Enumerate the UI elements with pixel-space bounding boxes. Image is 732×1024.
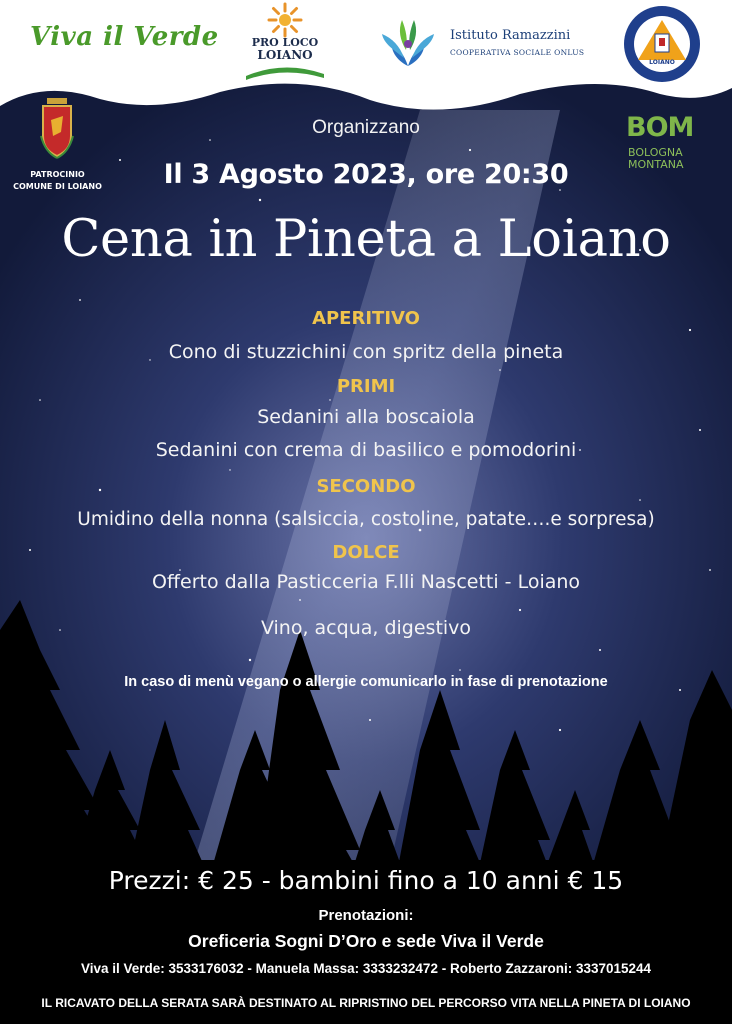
prices-line: Prezzi: € 25 - bambini fino a 10 anni € 15 (108, 866, 624, 895)
primi-item-1: Sedanini alla boscaiola (257, 406, 475, 428)
reservations-place: Oreficeria Sogni D’Oro e sede Viva il Verde (188, 931, 544, 951)
allergy-note: In caso di menù vegano o allergie comunicarlo in fase di prenotazione (124, 674, 608, 690)
bom-line1: BOLOGNA (628, 146, 683, 159)
drinks-item: Vino, acqua, digestivo (260, 617, 472, 639)
proloco-line1: PRO LOCO (251, 36, 319, 49)
organizers-label: Organizzano (312, 117, 420, 138)
primi-heading: PRIMI (336, 376, 396, 397)
event-title: Cena in Pineta a Loiano (61, 210, 671, 269)
ramazzini-subtitle: COOPERATIVA SOCIALE ONLUS (450, 48, 585, 57)
primi-item-2: Sedanini con crema di basilico e pomodorini (155, 439, 577, 461)
viva-il-verde-logo: Viva il Verde (30, 22, 219, 52)
comune-label: COMUNE DI LOIANO (13, 182, 102, 191)
reservations-label: Prenotazioni: (318, 907, 414, 924)
secondo-item: Umidino della nonna (salsiccia, costoline, patate….e sorpresa) (77, 509, 655, 530)
contact-phones: Viva il Verde: 3533176032 - Manuela Massa: 3333232472 - Roberto Zazzaroni: 3337015244 (80, 961, 652, 976)
ramazzini-hands-icon (378, 14, 438, 74)
istituto-ramazzini-logo (378, 14, 585, 74)
proceeds-note: IL RICAVATO DELLA SERATA SARÀ DESTINATO AL RIPRISTINO DEL PERCORSO VITA NELLA PINETA DI LOIANO (41, 996, 691, 1010)
aperitivo-item: Cono di stuzzichini con spritz della pineta (168, 341, 564, 363)
bom-mark: BOM (626, 112, 694, 143)
sun-icon (267, 2, 303, 38)
pro-loco-loiano-logo (240, 2, 330, 80)
secondo-heading: SECONDO (316, 476, 416, 497)
patrocinio-label: PATROCINIO (30, 170, 85, 179)
civil-protection-label: LOIANO (649, 59, 675, 66)
proloco-line2: LOIANO (257, 48, 313, 62)
aperitivo-heading: APERITIVO (312, 308, 420, 329)
event-date: Il 3 Agosto 2023, ore 20:30 (163, 159, 569, 190)
ramazzini-name: Istituto Ramazzini (450, 28, 571, 43)
dolce-item: Offerto dalla Pasticceria F.lli Nascetti - Loiano (151, 571, 581, 593)
dolce-heading: DOLCE (332, 542, 400, 563)
bom-line2: MONTANA (628, 158, 684, 171)
